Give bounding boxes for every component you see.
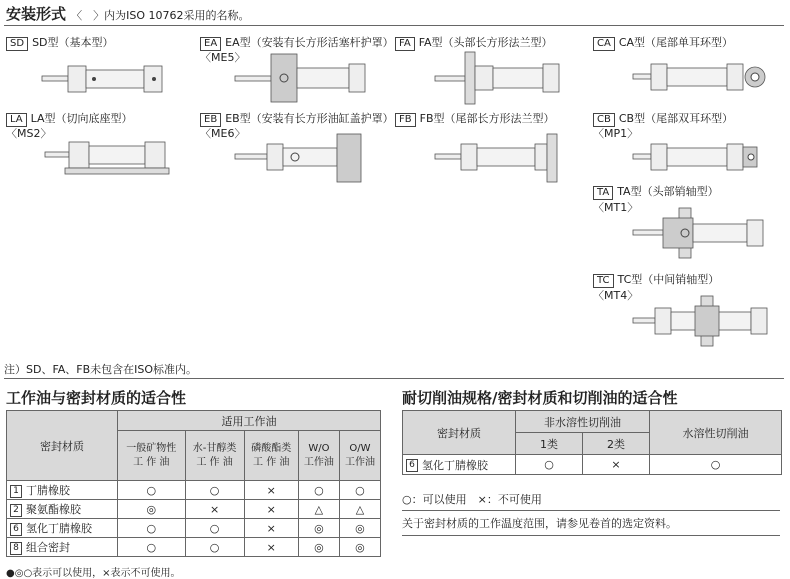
mount-tc-label: TC TC型（中间销轴型） <box>593 271 719 288</box>
table1-col-mineral: 一般矿物性 工 作 油 <box>118 431 186 481</box>
mount-ta-iso: 〈MT1〉 <box>593 201 639 214</box>
table1-footnote: ●◎○表示可以使用，×表示不可使用。 <box>6 568 181 579</box>
table1-col-phosphate: 磷酸酯类 工 作 油 <box>244 431 298 481</box>
fa-cylinder-drawing <box>435 48 565 108</box>
mount-ca-label: CA CA型（尾部单耳环型） <box>593 34 733 51</box>
table2-legend: ○：可以使用 ×：不可使用 <box>402 493 542 506</box>
mount-eb-iso: 〈ME6〉 <box>200 127 246 140</box>
table1-col-glycol: 水-甘醇类 工 作 油 <box>185 431 244 481</box>
mount-fb-label: FB FB型（尾部长方形法兰型） <box>395 110 555 127</box>
mount-fa-label: FA FA型（头部长方形法兰型） <box>395 34 553 51</box>
mount-tc-iso: 〈MT4〉 <box>593 289 639 302</box>
cutting-oil-table <box>402 410 782 475</box>
table1-seal-header: 密封材质 <box>7 411 118 481</box>
cb-cylinder-drawing <box>633 138 773 178</box>
mount-la-label: LA LA型（切向底座型） <box>6 110 133 127</box>
mount-sd-label: SD SD型（基本型） <box>6 34 114 51</box>
table1-col-ow: O/W 工作油 <box>339 431 380 481</box>
ea-cylinder-drawing <box>235 50 375 106</box>
table1-col-wo: W/O 工作油 <box>298 431 339 481</box>
fb-cylinder-drawing <box>435 132 565 184</box>
table2-water-header: 水溶性切削油 <box>650 411 782 455</box>
oil-compatibility-table <box>6 410 381 557</box>
table1-title: 工作油与密封材质的适合性 <box>6 389 187 407</box>
ta-cylinder-drawing <box>633 206 773 262</box>
iso-note: 注）SD、FA、FB未包含在ISO标准内。 <box>4 363 198 376</box>
note-divider <box>4 378 784 379</box>
page-title <box>6 3 249 24</box>
table2-sub2: 2类 <box>583 433 650 455</box>
la-cylinder-drawing <box>45 136 175 178</box>
mount-cb-iso: 〈MP1〉 <box>593 127 639 140</box>
table2-sub1: 1类 <box>516 433 583 455</box>
mount-ea-label: EA EA型（安装有长方形活塞杆护罩） <box>200 34 394 51</box>
table1-group-header: 适用工作油 <box>118 411 381 431</box>
title-divider <box>4 25 784 26</box>
page-title-note: 〈 〉内为ISO 10762采用的名称。 <box>71 9 250 22</box>
mount-ta-label: TA TA型（头部销轴型） <box>593 183 719 200</box>
table2-group-header: 非水溶性切削油 <box>516 411 650 433</box>
tc-cylinder-drawing <box>633 294 773 350</box>
mount-cb-label: CB CB型（尾部双耳环型） <box>593 110 733 127</box>
table-row: 6 氢化丁腈橡胶 ○ ○ × ◎ ◎ <box>7 519 381 538</box>
ca-cylinder-drawing <box>633 58 773 98</box>
table-row: 2 聚氨酯橡胶 ◎ × × △ △ <box>7 500 381 519</box>
table2-note: 关于密封材质的工作温度范围，请参见卷首的选定资料。 <box>402 510 780 536</box>
mount-eb-label: EB EB型（安装有长方形油缸盖护罩） <box>200 110 394 127</box>
table-row: 1 丁腈橡胶 ○ ○ × ○ ○ <box>7 481 381 500</box>
table2-title: 耐切削油规格/密封材质和切削油的适合性 <box>402 389 678 407</box>
eb-cylinder-drawing <box>235 130 375 186</box>
mount-la-iso: 〈MS2〉 <box>6 127 52 140</box>
page-title-main: 安装形式 <box>6 5 67 23</box>
table-row: 6 氢化丁腈橡胶 ○ × ○ <box>403 455 782 475</box>
sd-cylinder-drawing <box>42 60 172 100</box>
table2-seal-header: 密封材质 <box>403 411 516 455</box>
mount-ea-iso: 〈ME5〉 <box>200 51 246 64</box>
table-row: 8 组合密封 ○ ○ × ◎ ◎ <box>7 538 381 557</box>
